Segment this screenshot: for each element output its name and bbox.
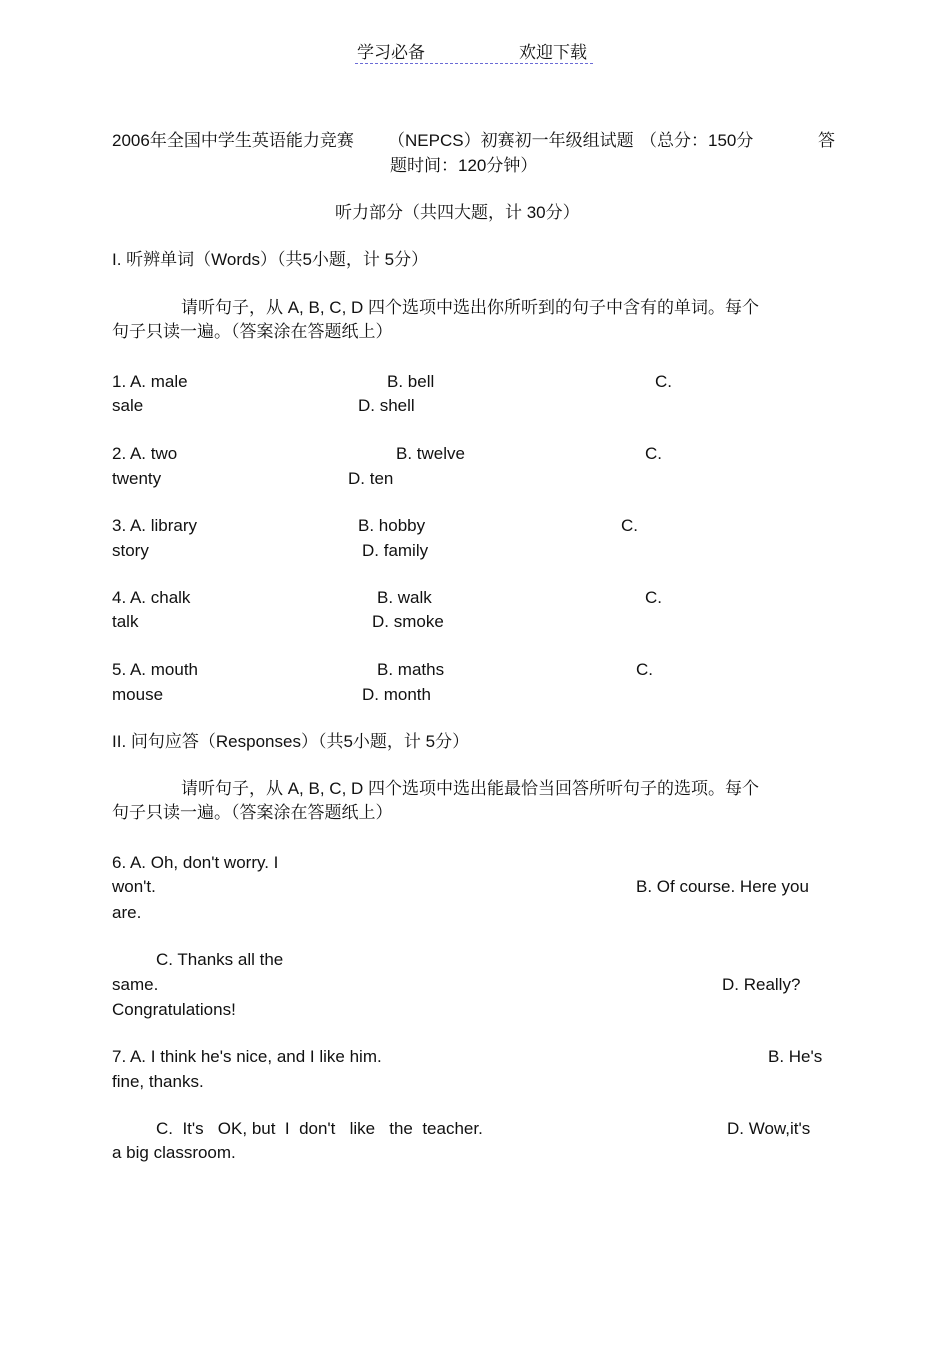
q6-option-b-line1: B. Of course. Here you [636,877,809,896]
title-part-4: 答 [818,131,835,150]
q7-option-c: C. It's OK, but I don't like the teacher. [156,1119,483,1138]
section2-heading: II. 问句应答（Responses）（共5小题，计 5分） [112,732,470,751]
q3-option-c-text: story [112,541,149,560]
q5-option-c-text: mouse [112,685,164,704]
q3-option-b: B. hobby [358,516,426,535]
q6-option-b-line2: are. [112,903,142,922]
q6-option-c-line2: same. [112,975,159,994]
title-part-3: （总分：150分 [640,131,754,150]
q6-option-d-line2: Congratulations! [112,1000,236,1019]
q6-option-d-line1: D. Really? [722,975,801,994]
q2-option-b: B. twelve [396,444,465,463]
q6-option-a-line1: 6. A. Oh, don't worry. I [112,853,279,872]
header-left-text: 学习必备 [357,43,425,63]
title-part-1: 2006年全国中学生英语能力竞赛 [112,131,354,150]
q2-option-c-label: C. [645,444,662,463]
section1-heading: I. 听辨单词（Words）（共5小题，计 5分） [112,250,429,269]
q1-option-d: D. shell [358,396,415,415]
listening-heading: 听力部分（共四大题，计 30分） [335,203,580,222]
title-line-2: 题时间：120分钟） [390,156,538,175]
q4-option-a: 4. A. chalk [112,588,191,607]
q5-option-b: B. maths [377,660,445,679]
q6-option-a-line2: won't. [112,877,156,896]
q3-option-d: D. family [362,541,429,560]
title-part-2: （NEPCS）初赛初一年级组试题 [388,131,634,150]
q2-option-c-text: twenty [112,469,162,488]
q4-option-b: B. walk [377,588,432,607]
q7-option-d-line2: a big classroom. [112,1143,236,1162]
q7-option-d-line1: D. Wow,it's [727,1119,811,1138]
section1-instruction-line1: 请听句子，从 A, B, C, D 四个选项中选出你所听到的句子中含有的单词。每个 [181,298,760,317]
q1-option-c-label: C. [655,372,672,391]
q4-option-d: D. smoke [372,612,444,631]
q3-option-c-label: C. [621,516,638,535]
q1-option-c-text: sale [112,396,144,415]
q7-option-a: 7. A. I think he's nice, and I like him. [112,1047,382,1066]
q5-option-c-label: C. [636,660,653,679]
q7-option-b-line1: B. He's [768,1047,823,1066]
header-right-text: 欢迎下载 [519,43,587,63]
section2-instruction-line2: 句子只读一遍。（答案涂在答题纸上） [112,803,393,822]
q4-option-c-text: talk [112,612,139,631]
q7-option-b-line2: fine, thanks. [112,1072,204,1091]
q1-option-b: B. bell [387,372,435,391]
q4-option-c-label: C. [645,588,662,607]
q2-option-d: D. ten [348,469,394,488]
q3-option-a: 3. A. library [112,516,198,535]
header-divider [355,63,593,64]
q5-option-a: 5. A. mouth [112,660,198,679]
section2-instruction-line1: 请听句子，从 A, B, C, D 四个选项中选出能最恰当回答所听句子的选项。每个 [181,779,760,798]
q1-option-a: 1. A. male [112,372,188,391]
q6-option-c-line1: C. Thanks all the [156,950,284,969]
q5-option-d: D. month [362,685,431,704]
section1-instruction-line2: 句子只读一遍。（答案涂在答题纸上） [112,322,393,341]
q2-option-a: 2. A. two [112,444,178,463]
